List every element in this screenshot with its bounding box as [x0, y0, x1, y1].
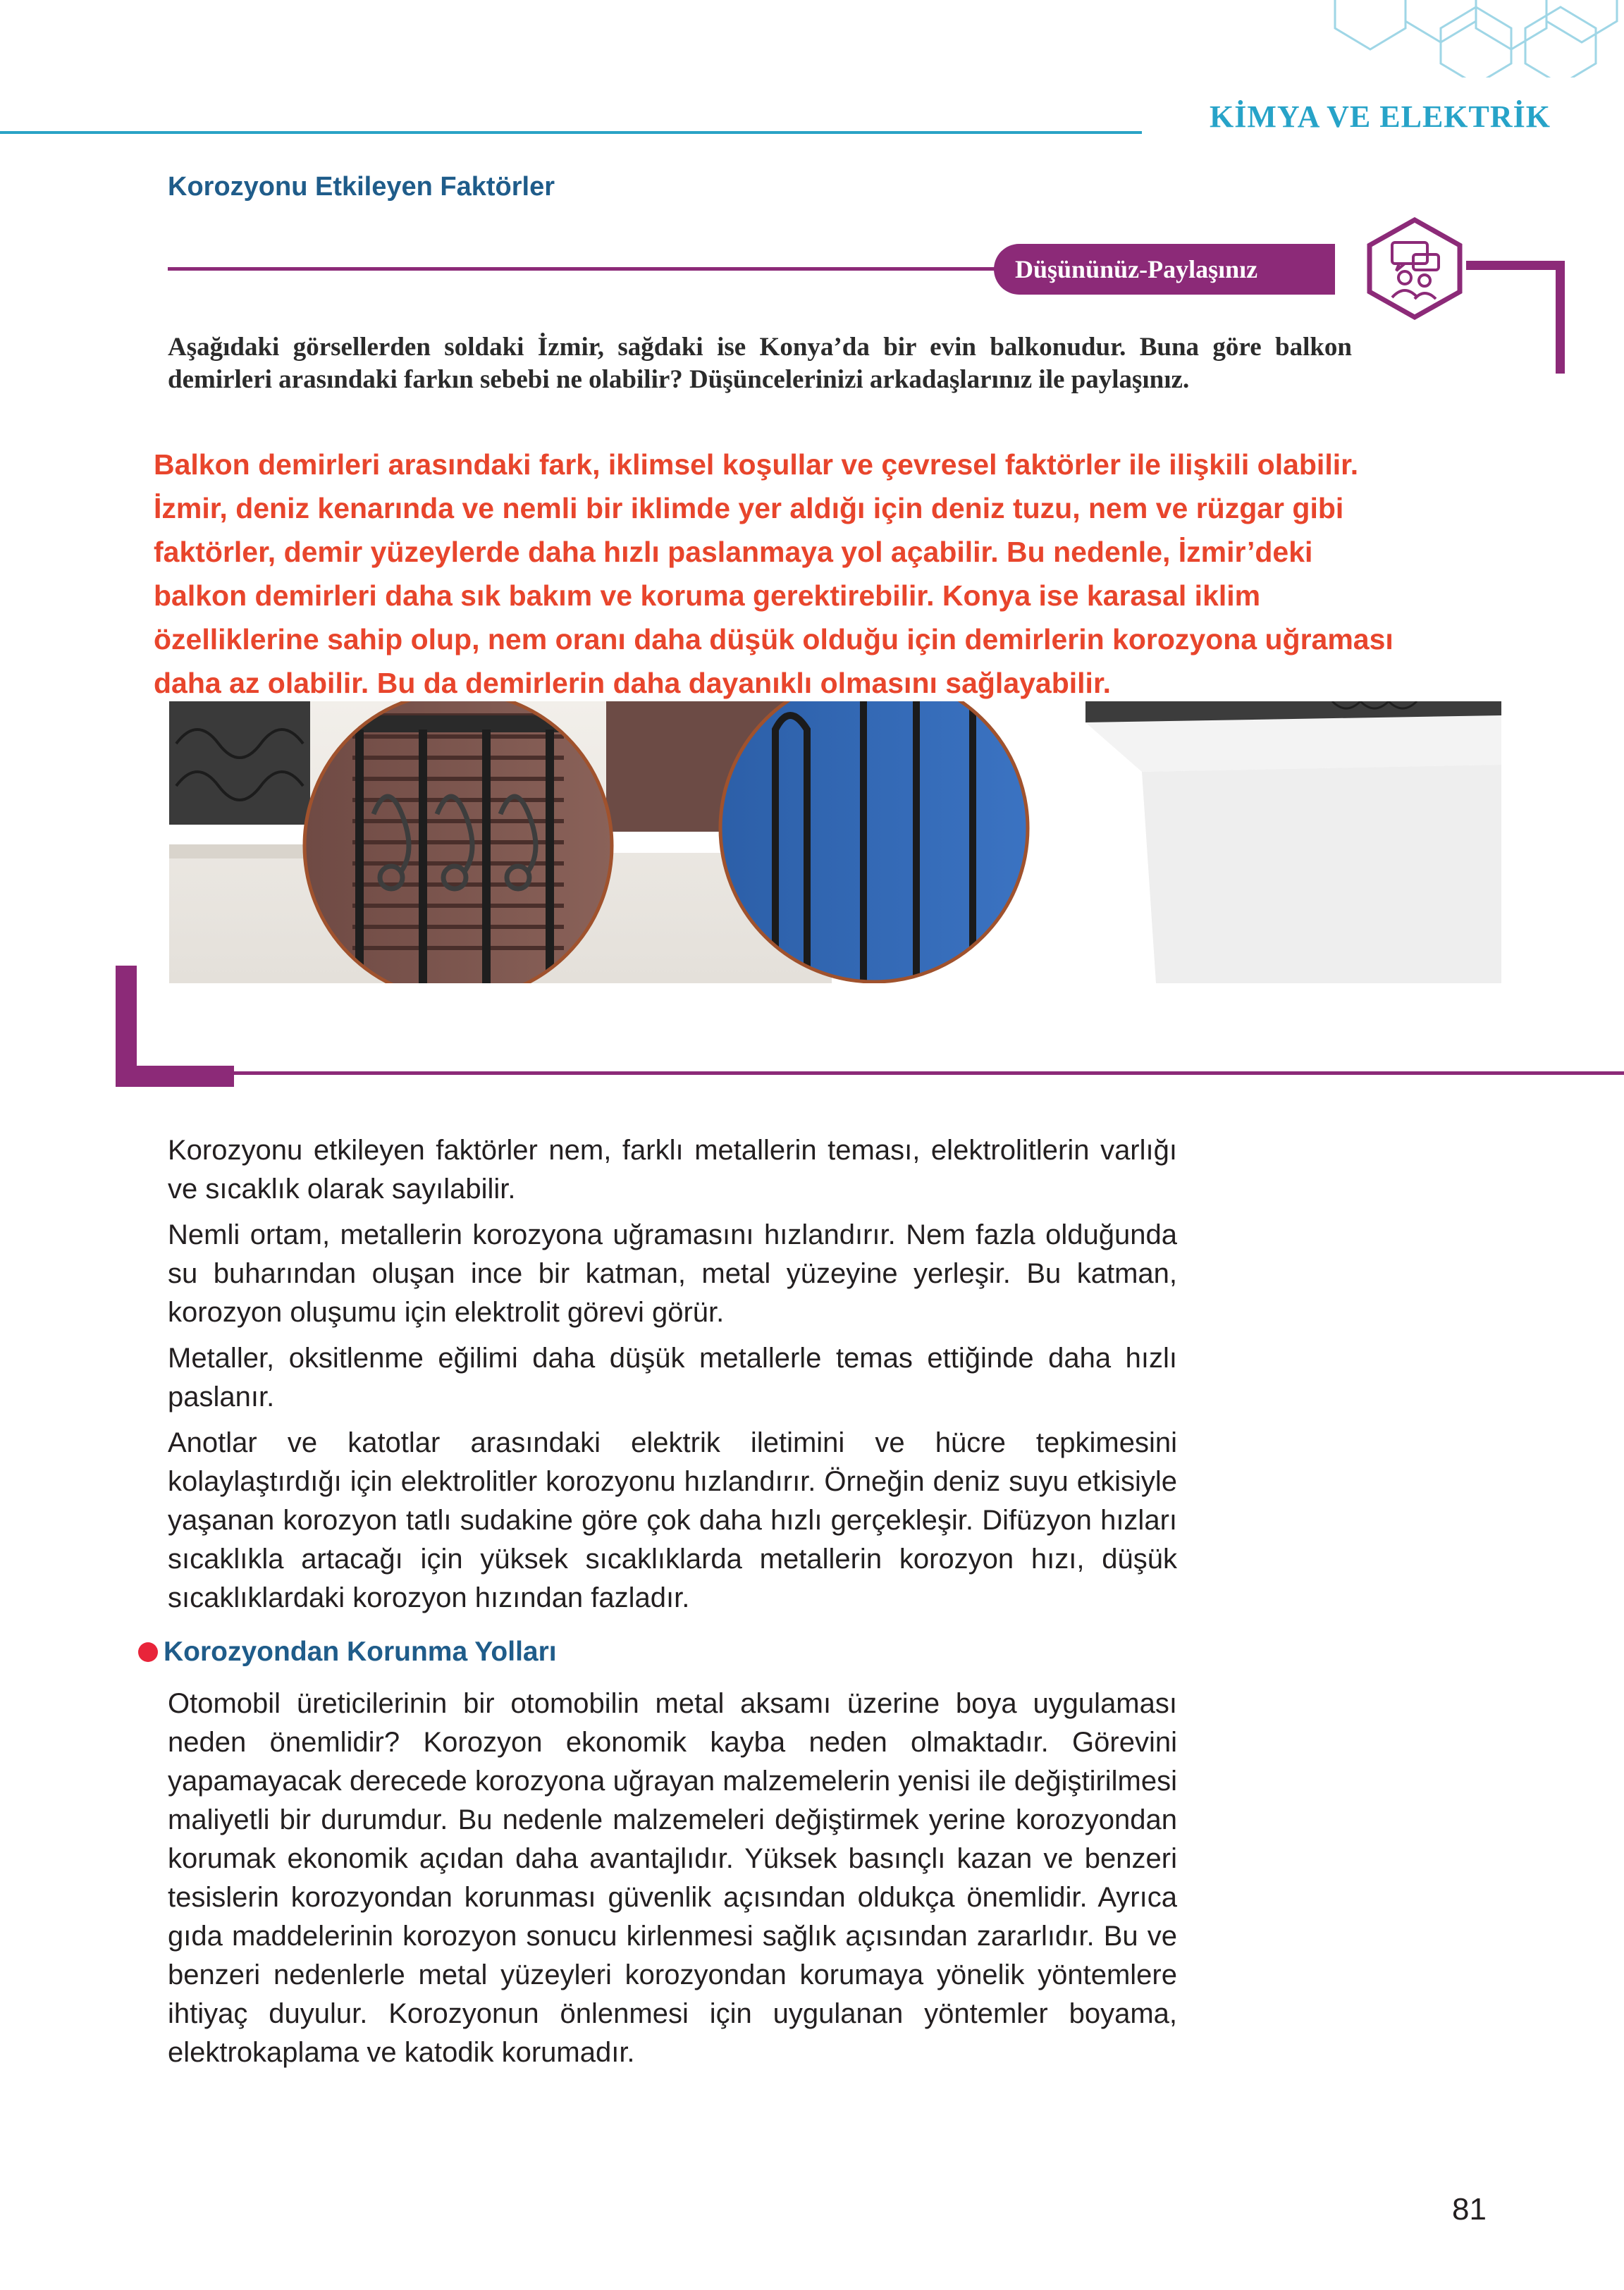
- discussion-people-icon: [1364, 216, 1466, 321]
- activity-bottom-rule: [233, 1071, 1624, 1075]
- subsection-heading: [138, 1637, 557, 1668]
- body-paragraph-2: [168, 1685, 1177, 2079]
- page-number: 81: [1452, 2192, 1487, 2227]
- header-rule: [0, 131, 1142, 134]
- body-paragraphs: [168, 1131, 1177, 1625]
- answer-line: daha az olabilir. Bu da demirlerin daha dayanıklı olmasını sağlayabilir.: [154, 667, 1112, 699]
- subsection-title: Korozyondan Korunma Yolları: [164, 1637, 557, 1667]
- paragraph: Metaller, oksitlenme eğilimi daha düşük metallerle temas ettiğinde daha hızlı paslanır.: [168, 1343, 1177, 1412]
- paragraph: Anotlar ve katotlar arasındaki elektrik iletimini ve hücre tepkimesini kolaylaştırdığı için elektrolitler korozyonu hızlandırır. Örneğin deniz suyu etkisiyle yaşanan korozyon tatlı sudakine göre çok daha hızlı gerçekleşir. Difüzyon hızları sıcaklıkla artacağı için yüksek sıcaklıklarda metallerin korozyon hızı, düşük sıcaklıklardaki korozyon hızından fazladır.: [168, 1427, 1177, 1613]
- answer-line: İzmir, deniz kenarında ve nemli bir iklimde yer aldığı için deniz tuzu, nem ve rüzgar gibi: [154, 492, 1344, 524]
- answer-line: Balkon demirleri arasındaki fark, iklimsel koşullar ve çevresel faktörler ile ilişkili olabilir.: [154, 448, 1359, 481]
- activity-question: Aşağıdaki görsellerden soldaki İzmir, sağdaki ise Konya’da bir evin balkonudur. Buna göre balkon demirleri arasındaki farkın sebebi ne olabilir? Düşüncelerinizi arkadaşlarınız ile paylaşınız.: [168, 333, 1352, 394]
- answer-line: özelliklerine sahip olup, nem oranı daha düşük olduğu için demirlerin korozyona uğraması: [154, 623, 1394, 655]
- paragraph: Otomobil üreticilerinin bir otomobilin metal aksamı üzerine boya uygulaması neden önemlidir? Korozyon ekonomik kayba neden olmaktadır. Görevini yapamayacak derecede korozyona uğrayan malzemelerin yenisi ile değiştirilmesi maliyetli bir durumdur. Bu nedenle malzemeleri değiştirmek yerine korozyondan korumak ekonomik açıdan daha avantajlıdır. Yüksek basınçlı kazan ve benzeri tesislerin korozyondan korunması güvenlik açısından oldukça önemlidir. Ayrıca gıda maddelerinin korozyon sonucu kirlenmesi sağlık açısından zararlıdır. Bu ve benzeri nedenlerle metal yüzeyleri korozyondan korumaya yönelik yöntemlere ihtiyaç duyulur. Korozyonun önlenmesi için uygulanan yöntemler boyama, elektrokaplama ve katodik korumadır.: [168, 1688, 1177, 2068]
- answer-line: faktörler, demir yüzeylerde daha hızlı paslanmaya yol açabilir. Bu nedenle, İzmir’deki: [154, 536, 1313, 568]
- bracket-corner: [1556, 261, 1565, 374]
- handwritten-answer: [154, 443, 1577, 705]
- bullet-dot-icon: [138, 1642, 158, 1662]
- bracket-corner: [116, 1066, 234, 1087]
- hexagon-decoration: [1328, 0, 1624, 78]
- paragraph: Nemli ortam, metallerin korozyona uğramasını hızlandırır. Nem fazla olduğunda su buharından oluşan ince bir katman, metal yüzeyine yerleşir. Bu katman, korozyon oluşumu için elektrolit görevi görür.: [168, 1219, 1177, 1328]
- chapter-title: KİMYA VE ELEKTRİK: [1209, 99, 1551, 134]
- activity-badge: Düşününüz-Paylaşınız: [994, 244, 1335, 295]
- bracket-corner: [1466, 261, 1565, 270]
- paragraph: Korozyonu etkileyen faktörler nem, farklı metallerin teması, elektrolitlerin varlığı ve sıcaklık olarak sayılabilir.: [168, 1135, 1177, 1205]
- answer-line: balkon demirleri daha sık bakım ve koruma gerektirebilir. Konya ise karasal iklim: [154, 579, 1261, 612]
- activity-top-rule: [168, 267, 999, 271]
- section-title: Korozyonu Etkileyen Faktörler: [168, 172, 555, 202]
- balcony-photo-collage: [169, 701, 1501, 983]
